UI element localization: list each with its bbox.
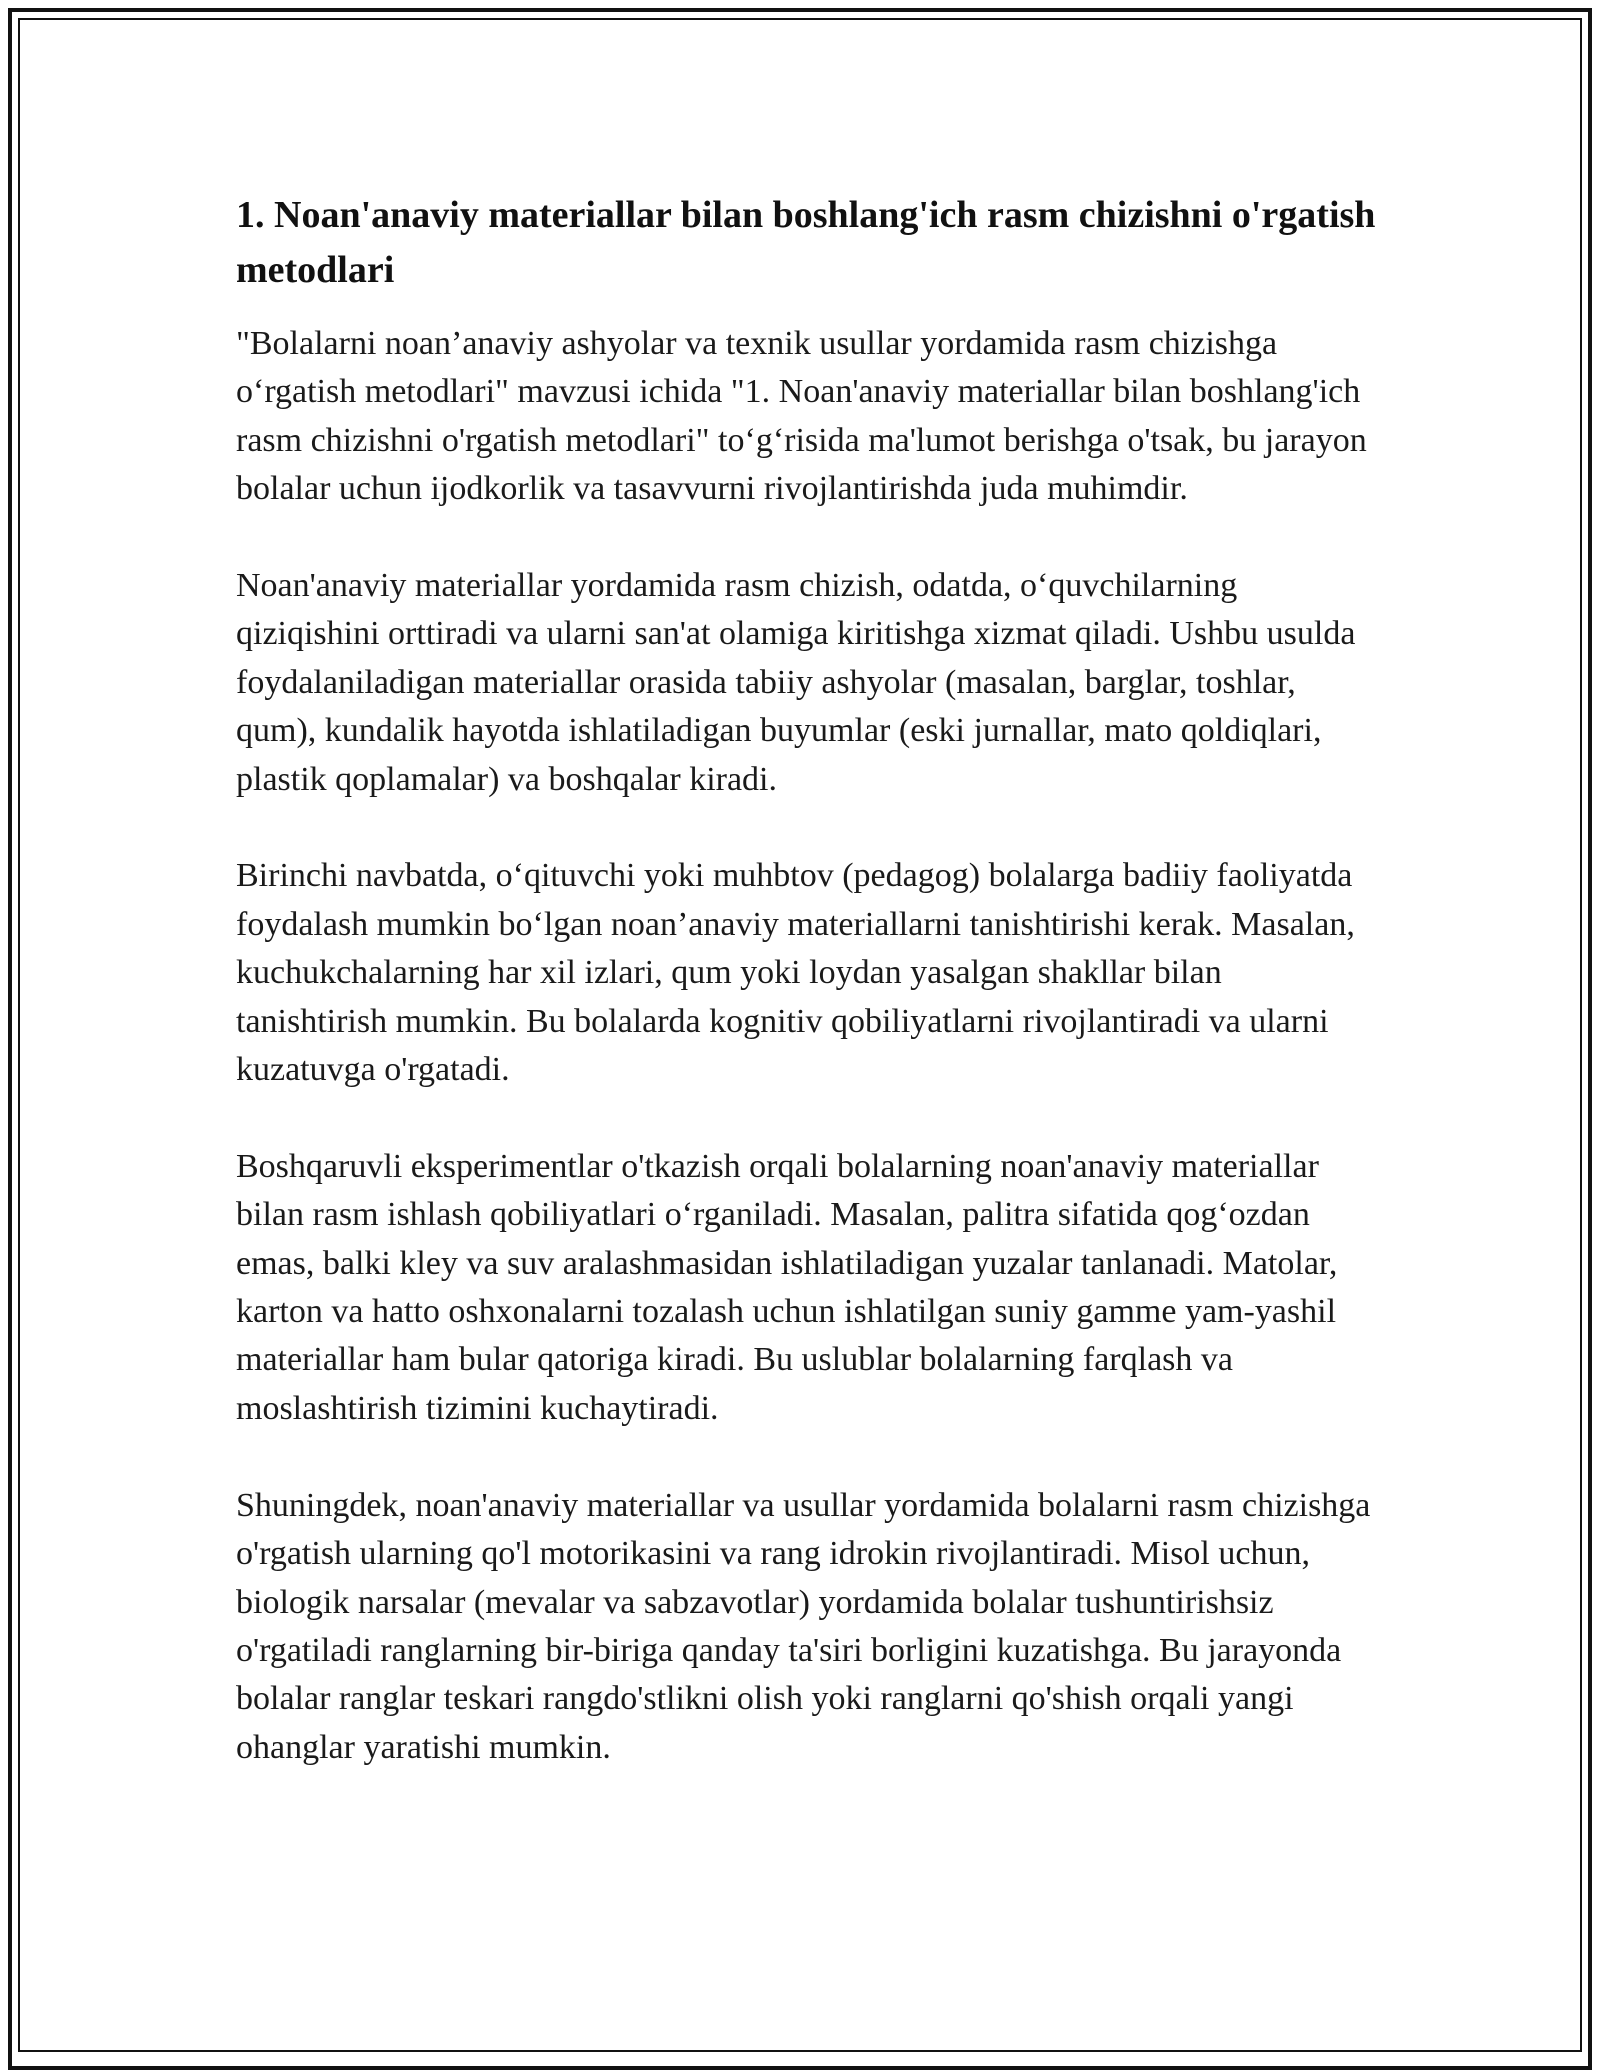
- paragraph-experiments: Boshqaruvli eksperimentlar o'tkazish orqali bolalarning noan'anaviy materiallar bilan rasm ishlash qobiliyatlari o‘rganiladi. Masalan, palitra sifatida qog‘ozdan emas, balki kley va suv aralashmasidan ishlatiladigan yuzalar tanlanadi. Matolar, karton va hatto oshxonalarni tozalash uchun ishlatilgan suniy gamme yam-yashil materiallar ham bular qatoriga kiradi. Bu uslublar bolalarning farqlash va moslashtirish tizimini kuchaytiradi.: [236, 1147, 1338, 1427]
- paragraph-intro: "Bolalarni noan’anaviy ashyolar va texnik usullar yordamida rasm chizishga o‘rgatish metodlari" mavzusi ichida "1. Noan'anaviy materiallar bilan boshlang'ich rasm chizishni o'rgatish metodlari" to‘g‘risida ma'lumot berishga o'tsak, bu jarayon bolalar uchun ijodkorlik va tasavvurni rivojlantirishda juda muhimdir.: [236, 325, 1367, 508]
- paragraph-motor-skills: Shuningdek, noan'anaviy materiallar va usullar yordamida bolalarni rasm chizishga o'rgatish ularning qo'l motorikasini va rang idrokin rivojlantiradi. Misol uchun, biologik narsalar (mevalar va sabzavotlar) yordamida bolalar tushuntirishsiz o'rgatiladi ranglarning bir-biriga qanday ta'siri borligini kuzatishga. Bu jarayonda bolalar ranglar teskari rangdo'stlikni olish yoki ranglarni qo'shish orqali yangi ohanglar yaratishi mumkin.: [236, 1486, 1371, 1766]
- section-heading: 1. Noan'anaviy materiallar bilan boshlang'ich rasm chizishni o'rgatish metodlari: [236, 194, 1376, 291]
- paragraph-materials: Noan'anaviy materiallar yordamida rasm chizish, odatda, o‘quvchilarning qiziqishini orttiradi va ularni san'at olamiga kiritishga xizmat qiladi. Ushbu usulda foydalaniladigan materiallar orasida tabiiy ashyolar (masalan, barglar, toshlar, qum), kundalik hayotda ishlatiladigan buyumlar (eski jurnallar, mato qoldiqlari, plastik qoplamalar) va boshqalar kiradi.: [236, 567, 1356, 798]
- document-body: [236, 188, 1376, 1821]
- paragraph-first-steps: Birinchi navbatda, o‘qituvchi yoki muhbtov (pedagog) bolalarga badiiy faoliyatda foydalash mumkin bo‘lgan noan’anaviy materiallarni tanishtirishi kerak. Masalan, kuchukchalarning har xil izlari, qum yoki loydan yasalgan shakllar bilan tanishtirish mumkin. Bu bolalarda kognitiv qobiliyatlarni rivojlantiradi va ularni kuzatuvga o'rgatadi.: [236, 857, 1355, 1089]
